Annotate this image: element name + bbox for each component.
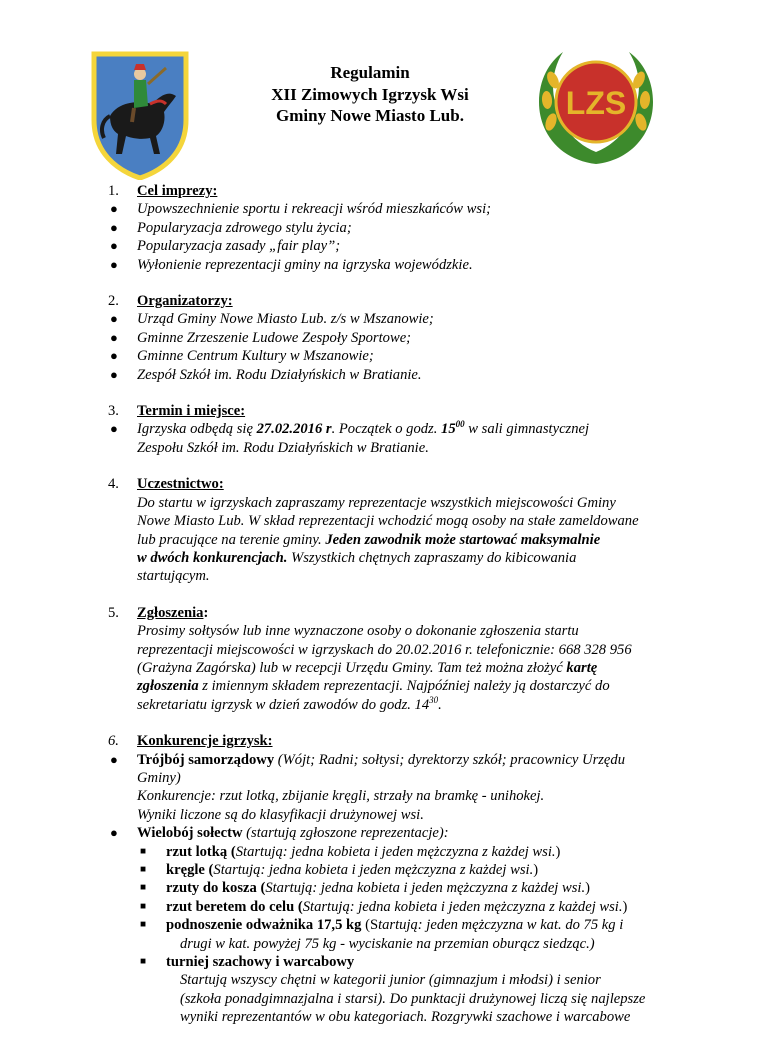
text-line: (szkoła ponadgimnazjalna i starsi). Do punktacji drużynowej liczą się najlepsze (180, 990, 646, 1007)
text: ( (204, 862, 214, 878)
text: Igrzyska odbędą się (137, 421, 257, 438)
list-item: Popularyzacja zdrowego stylu życia; (137, 219, 352, 236)
text: . Początek o godz. (331, 421, 442, 438)
square-bullet-icon: ■ (140, 864, 147, 875)
bullet-icon: ● (110, 238, 118, 254)
section-number: 1. (108, 183, 119, 199)
text: (Wójt; Radni; sołtysi; dyrektorzy szkół; pracownicy Urzędu (274, 751, 625, 768)
text-line: Prosimy sołtysów lub inne wyznaczone osoby o dokonanie zgłoszenia startu (137, 623, 579, 640)
discipline-name: turniej szachowy i warcabowy (166, 954, 355, 971)
lzs-logo (533, 40, 659, 168)
bullet-icon: ● (110, 201, 118, 217)
text: sekretariatu igrzysk w dzień zawodów do godz. 14 (137, 696, 430, 713)
competition-title: Wielobój sołectw (137, 825, 243, 842)
title-line-2: XII Zimowych Igrzysk Wsi (271, 84, 469, 104)
bullet-icon: ● (110, 421, 118, 437)
list-item: Urząd Gminy Nowe Miasto Lub. z/s w Mszanowie; (137, 311, 434, 328)
bullet-icon: ● (110, 329, 118, 345)
deadline-minute: 30 (429, 694, 439, 705)
bullet-icon: ● (110, 751, 118, 767)
section-participation (108, 475, 678, 585)
emphasis-text: w dwóch konkurencjach. (137, 549, 288, 566)
text: : (203, 604, 209, 621)
square-bullet-icon: ■ (140, 919, 147, 931)
section-heading: Termin i miejsce: (137, 403, 246, 420)
text-line: startującym. (137, 568, 210, 585)
emphasis-text: zgłoszenia (137, 678, 199, 695)
text: Wszystkich chętnych zapraszamy do kibicowania (287, 549, 577, 566)
section-number: 5. (108, 604, 119, 621)
document-title (200, 62, 540, 127)
text: ) (555, 843, 561, 860)
square-bullet-icon: ■ (140, 882, 147, 894)
text: ( (256, 880, 266, 897)
list-item: Popularyzacja zasady „fair play”; (137, 238, 341, 255)
text: tartują: jeden mężczyzna w kat. do 75 kg i (378, 917, 624, 934)
bullet-icon: ● (110, 256, 118, 272)
bullet-icon: ● (110, 219, 118, 235)
section-goals (108, 182, 678, 274)
list-item (108, 953, 678, 971)
title-line-1: Regulamin (330, 63, 410, 82)
discipline-name: rzuty do kosza (166, 880, 257, 897)
text: ) (585, 880, 590, 897)
discipline-name: rzut lotką (166, 843, 228, 860)
discipline-name: rzut beretem do celu (166, 898, 295, 915)
text: lub pracujące na terenie gminy. (137, 531, 326, 548)
document-body (108, 182, 678, 1045)
list-item: Wyłonienie reprezentacji gminy na igrzyska wojewódzkie. (137, 256, 473, 273)
title-line-3: Gminy Nowe Miasto Lub. (276, 106, 464, 125)
list-item: Zespół Szkół im. Rodu Działyńskich w Bratianie. (137, 366, 422, 383)
coat-of-arms-logo (88, 50, 192, 180)
section-heading: Cel imprezy: (137, 183, 218, 199)
list-item: Gminne Centrum Kultury w Mszanowie; (137, 348, 374, 365)
discipline-name: podnoszenie odważnika 17,5 kg (166, 917, 362, 934)
competition-title: Trójbój samorządowy (137, 751, 275, 768)
text: ( (227, 843, 236, 860)
text: ( (294, 898, 303, 915)
text-line (108, 677, 678, 695)
text: Startują: jedna kobieta i jeden mężczyzna z każdej wsi. (302, 898, 623, 915)
text: Startują: jedna kobieta i jeden mężczyzna z każdej wsi. (265, 880, 586, 897)
square-bullet-icon: ■ (140, 956, 147, 968)
text: z imiennym składem reprezentacji. Najpóźniej należy ją dostarczyć do (198, 678, 610, 695)
section-competitions (108, 732, 678, 1027)
text-line: reprezentacji miejscowości w igrzyskach do 20.02.2016 r. telefonicznie: 668 328 956 (137, 641, 632, 658)
section-number: 2. (108, 293, 119, 310)
section-number: 4. (108, 476, 119, 493)
section-number: 6. (108, 733, 119, 750)
text-line (108, 659, 678, 677)
list-item (108, 861, 678, 879)
event-date: 27.02.2016 r (256, 421, 332, 438)
text-line: drugi w kat. powyżej 75 kg - wyciskanie na przemian oburącz siedząc.) (180, 935, 595, 952)
emphasis-text: kartę (566, 659, 598, 676)
section-heading: Konkurencje igrzysk: (137, 733, 273, 750)
list-item (108, 898, 678, 916)
text-line: Startują wszyscy chętni w kategorii junior (gimnazjum i młodsi) i senior (180, 972, 601, 989)
list-item (108, 879, 678, 897)
text: Startują: jedna kobieta i jeden mężczyzna z każdej wsi. (235, 843, 556, 860)
bullet-icon: ● (110, 348, 118, 364)
bullet-icon: ● (110, 311, 118, 327)
square-bullet-icon: ■ (140, 845, 147, 857)
text-line (108, 531, 678, 549)
discipline-name: kręgle (166, 862, 205, 878)
text: (startują zgłoszone reprezentacje): (242, 825, 449, 842)
text-line: Wyniki liczone są do klasyfikacji drużynowej wsi. (137, 806, 424, 823)
start-minute: 00 (455, 419, 465, 430)
section-date-place (108, 402, 678, 457)
text-line: Do startu w igrzyskach zapraszamy reprezentacje wszystkich miejscowości Gminy (137, 494, 616, 511)
text-line: Gminy) (137, 769, 181, 786)
text: . (438, 696, 442, 713)
list-item: Upowszechnienie sportu i rekreacji wśród mieszkańców wsi; (137, 201, 491, 218)
start-hour: 15 (441, 421, 456, 438)
text: w sali gimnastycznej (464, 421, 590, 438)
lzs-logo-text: LZS (565, 85, 627, 121)
text-line: Konkurencje: rzut lotką, zbijanie kręgli, strzały na bramkę - unihokej. (137, 788, 545, 805)
text: ) (533, 862, 539, 878)
section-organizers (108, 292, 678, 384)
square-bullet-icon: ■ (140, 900, 147, 912)
text-line (108, 696, 678, 714)
text-line: Zespołu Szkół im. Rodu Działyńskich w Bratianie. (137, 439, 429, 456)
list-item: Gminne Zrzeszenie Ludowe Zespoły Sportowe; (137, 329, 412, 346)
bullet-icon: ● (110, 366, 118, 382)
text: (Grażyna Zagórska) lub w recepcji Urzędu Gminy. Tam też można złożyć (137, 659, 567, 676)
section-registration (108, 604, 678, 714)
emphasis-text: Jeden zawodnik może startować maksymalnie (325, 531, 601, 548)
list-item (108, 843, 678, 861)
text: Startują: jedna kobieta i jeden mężczyzna z każdej wsi. (213, 862, 534, 878)
section-number: 3. (108, 403, 119, 420)
text-line: Nowe Miasto Lub. W skład reprezentacji wchodzić mogą osoby na stałe zameldowane (137, 513, 639, 530)
bullet-icon: ● (110, 825, 118, 841)
section-heading: Organizatorzy: (137, 293, 233, 310)
text-line: wyniki reprezentantów w obu kategoriach. Rozgrywki szachowe i warcabowe (180, 1009, 631, 1026)
text: ) (622, 898, 628, 915)
text: (S (361, 917, 379, 934)
section-heading: Uczestnictwo: (137, 476, 224, 493)
list-item (108, 916, 678, 934)
text-line (108, 549, 678, 567)
section-heading: Zgłoszenia (137, 604, 204, 621)
